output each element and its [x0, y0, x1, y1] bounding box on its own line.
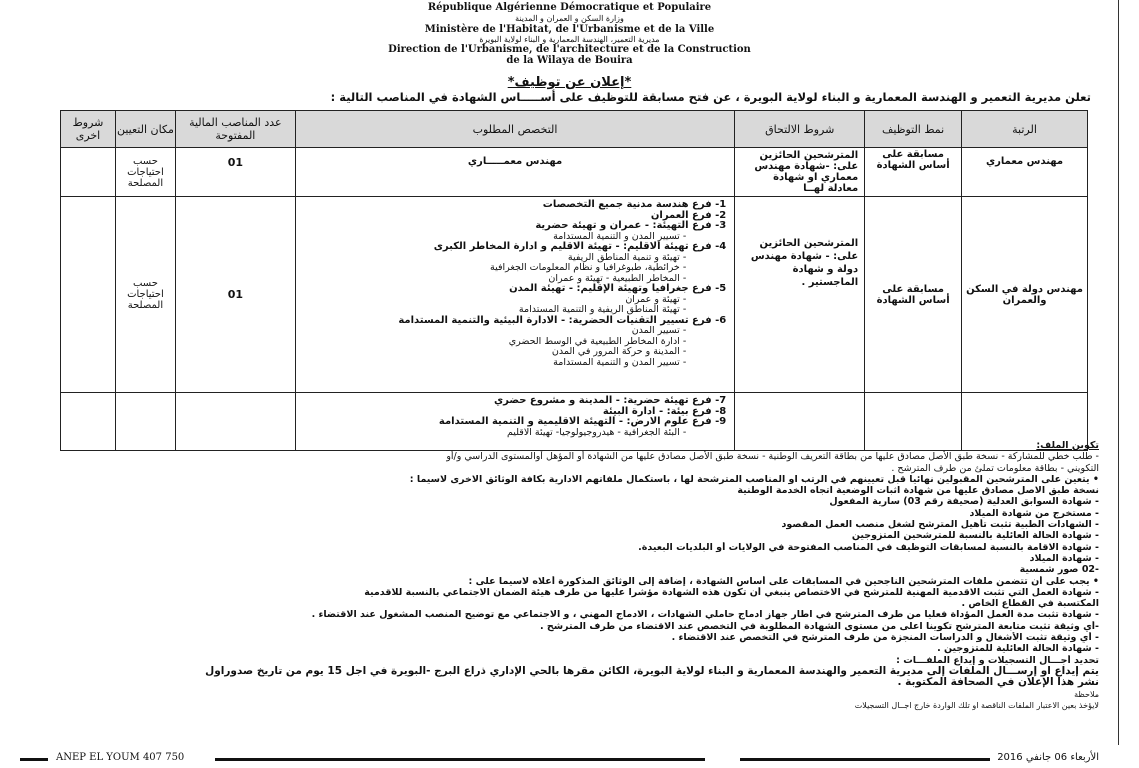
announcement-intro: تعلن مديرية التعمير و الهندسة المعمارية و البناء لولاية البويرة ، عن فتح مسابقة للتوظيف على أســـــاس الشهادة في المناصب التالية :	[330, 90, 1091, 104]
specialty-line: - تسيير المدن و التنمية المستدامة	[553, 356, 687, 368]
dossier-line: المكتسبة في القطاع الخاص .	[961, 598, 1099, 610]
dossier-line: - طلب خطي للمشاركة - نسخة طبق الأصل مصادق عليها من بطاقة التعريف الوطنية - نسخة طبق الأصل مصادق عليها من الشهادة أو المؤهل أوالمستوى الدراسي و/أو	[446, 451, 1099, 463]
footer-date: الأربعاء 06 جانفي 2016	[997, 752, 1099, 763]
dossier-line: يتم إيداع أو إرســـال الملفات إلى مديرية التعمير والهندسة المعمارية و البناء لولاية البويرة، الكائن مقرها بالحي الإداري ذراع البرج -البويرة في أجل 15 يوم من تاريخ صدورأول	[205, 665, 1099, 677]
dossier-line: -02 صور شمسية	[1019, 564, 1099, 576]
specialty-line: - البئة الجغرافية - هيدروجيولوجيا- تهيئة الاقليم	[506, 426, 687, 438]
specialty-line: مهندس معمـــــاري	[467, 156, 563, 167]
specialty-line: 9- فرع علوم الارض: - التهيئة الاقليمية و التنمية المستدامة	[438, 416, 727, 427]
announcement-title: *إعلان عن توظيف*	[507, 75, 632, 90]
header-positions: عدد المناصب المالية المفتوحة	[175, 111, 295, 148]
dossier-line: - مستخرج من شهادة الميلاد	[969, 507, 1099, 519]
specialty-line: - ادارة المخاطر الطبيعية في الوسط الحضري	[508, 335, 687, 347]
dossier-line: -أي وثيقة تثبت متابعة المترشح تكوينا اعلى من مستوى الشهادة المطلوبة في التخصص عند الاقتضاء من طرف المترشح .	[539, 620, 1099, 632]
cell-location: حسب احتياجات المصلحة	[115, 148, 175, 197]
cell-location: حسب احتياجات المصلحة	[115, 197, 175, 393]
dossier-line: - شهادة تثبت مدة العمل المؤداة فعليا من طرف المترشح في اطار جهاز ادماج حاملي الشهادات ، الادماج المهني ، و الاجتماعي مع توضيح المنصب المشغول عند الاقتضاء .	[311, 609, 1099, 621]
cell-rank: مهندس معماري	[962, 148, 1088, 197]
footer-rule	[20, 758, 48, 761]
specialty-line: 8- فرع بيئة: - ادارة البيئة	[602, 405, 727, 417]
dossier-line: نسخة طبق الاصل مصادق عليها من شهادة اثبات الوضعية اتجاه الخدمة الوطنية	[737, 485, 1099, 497]
cell-mode: مسابقة على أساس الشهادة	[865, 197, 962, 393]
dossier-line: - شهادة الاقامة بالنسبة لمسابقات التوظيف في المناصب المفتوحة في الولايات أو البلديات البعيدة.	[638, 541, 1099, 553]
specialty-line: - تسيير المدن و التنمية المستدامة	[553, 230, 687, 242]
table-header-row	[61, 111, 1088, 148]
cell-specialty	[295, 148, 734, 197]
specialty-line: - تسيير المدن	[631, 325, 687, 336]
dossier-line: • يجب على أن تتضمن ملفات المترشحين الناجحين في المسابقات على أساس الشهادة ، إضافة إلى الوثائق المذكورة أعلاه لاسيما على :	[468, 575, 1099, 587]
page-border	[1118, 0, 1119, 745]
specialty-line: - المخاطر الطبيعية - تهيئة و عمران	[548, 272, 687, 284]
dossier-line: - شهادة العمل التي تثبت الاقدمية المهنية للمترشح في الاختصاص ينبغي أن تكون هذه الشهادة مؤشرا عليها من طرف هيئة الضمان الاجتماعي بالنسبة للاقدمية	[364, 586, 1099, 598]
dossier-line: - شهادة السوابق العدلية (صحيفة رقم 03) سارية المفعول	[829, 496, 1099, 508]
specialty-line: - تهيئة المناطق الريفية و التنمية المستدامة	[518, 304, 687, 315]
footer-rule	[215, 758, 705, 761]
header-location: مكان التعيين	[115, 111, 175, 148]
specialty-line: - خرائطية، طبوغرافيا و نظام المعلومات الجغرافية	[489, 262, 687, 273]
specialty-line: 4- فرع تهيئة الاقليم: - تهيئة الاقليم و ادارة المخاطر الكبرى	[433, 241, 727, 252]
cell-positions: 01	[175, 197, 295, 393]
table-row	[61, 197, 1088, 393]
specialty-line: 2- فرع العمران	[650, 209, 727, 221]
direction-title-line1: Direction de l'Urbanisme, de l'architecture et de la Construction	[388, 44, 751, 55]
direction-arabic: مديرية التعمير، الهندسة المعمارية و البناء لولاية البويرة	[479, 35, 660, 44]
cell-other	[61, 197, 116, 393]
specialty-line: - تهيئة و تنمية المناطق الريفية	[567, 251, 687, 263]
footer-rule	[740, 758, 990, 761]
direction-title-line2: de la Wilaya de Bouira	[506, 55, 633, 66]
table-row	[61, 148, 1088, 197]
dossier-line: - شهادة الحالة العائلية بالنسبة للمترشحين المتزوجين	[851, 530, 1099, 542]
cell-positions: 01	[175, 148, 295, 197]
cell-specialty	[295, 197, 734, 393]
dossier-line: ملاحظة	[1074, 689, 1099, 699]
header-rank: الرتبة	[962, 111, 1088, 148]
cell-mode: مسابقة على أساس الشهادة	[865, 148, 962, 197]
dossier-line: • يتعين على المترشحين المقبولين نهائيا قبل تعيينهم في الرتب او المناصب المترشحة لها ، باستكمال ملفاتهم الادارية بكافة الوثائق الاخرى لاسيما :	[409, 473, 1099, 485]
dossier-line: - شهادة الحالة العائلية للمتزوجين .	[937, 643, 1099, 655]
ministry-arabic: وزارة السكن و العمران و المدينة	[515, 14, 624, 23]
header-conditions: شروط الالتحاق	[735, 111, 865, 148]
ministry-title: Ministère de l'Habitat, de l'Urbanisme et de la Ville	[424, 24, 715, 35]
header-mode: نمط التوظيف	[865, 111, 962, 148]
cell-rank: مهندس دولة في السكن والعمران	[962, 197, 1088, 393]
cell-conditions: المترشحين الحائزين على: -شهادة مهندس معماري او شهادة معادلة لهــا	[735, 148, 865, 197]
specialty-line: 5- فرع جغرافيا وتهيئة الإقليم: - تهيئة المدن	[509, 283, 727, 294]
dossier-line: - شهادة الميلاد	[1029, 552, 1099, 564]
specialty-line: 3- فرع التهيئة: - عمران و تهيئة حضرية	[535, 220, 727, 231]
dossier-line: التكويني - بطاقة معلومات تملئ من طرف المترشح .	[891, 462, 1099, 474]
specialty-line: 6- فرع تسيير التقنيات الحضرية: - الادارة البيئية والتنمية المستدامة	[398, 314, 727, 326]
dossier-line: نشر هذا الإعلان في الصحافة المكتوبة .	[897, 677, 1099, 689]
dossier-section	[39, 440, 1099, 711]
republic-title: République Algérienne Démocratique et Populaire	[427, 2, 712, 13]
dossier-line: - الشهادات الطبية تثبت تأهيل المترشح لشغل منصب العمل المقصود	[781, 519, 1099, 531]
positions-table	[60, 110, 1088, 451]
specialty-line: 7- فرع تهيئة حضرية: - المدينة و مشروع حضري	[493, 395, 727, 406]
specialty-line: 1- فرع هندسة مدنية جميع التخصصات	[542, 199, 727, 210]
dossier-line: لايؤخذ بعين الاعتبار الملفات الناقصة او تلك الواردة خارج اجــال التسجيلات	[854, 700, 1099, 710]
dossier-line: - أي وثيقة تثبت الأشغال و الدراسات المنجزة من طرف المترشح في التخصص عند الاقتضاء .	[671, 632, 1099, 644]
dossier-heading: تكوين الملف:	[1036, 440, 1099, 451]
specialty-line: - تهيئة و عمران	[625, 293, 687, 305]
footer-publication: ANEP EL YOUM 407 750	[56, 752, 185, 763]
specialty-line: - المدينة و حركة المرور في المدن	[551, 346, 687, 357]
cell-other	[61, 148, 116, 197]
header-specialty: التخصص المطلوب	[295, 111, 734, 148]
header-other: شروط اخرى	[61, 111, 116, 148]
dossier-line: تحديد أجـــال التسجيلات و إيداع الملفـــات :	[896, 654, 1099, 666]
cell-conditions: المترشحين الحائزين على: - شهادة مهندس دولة و شهادة الماجستير .	[735, 197, 865, 393]
